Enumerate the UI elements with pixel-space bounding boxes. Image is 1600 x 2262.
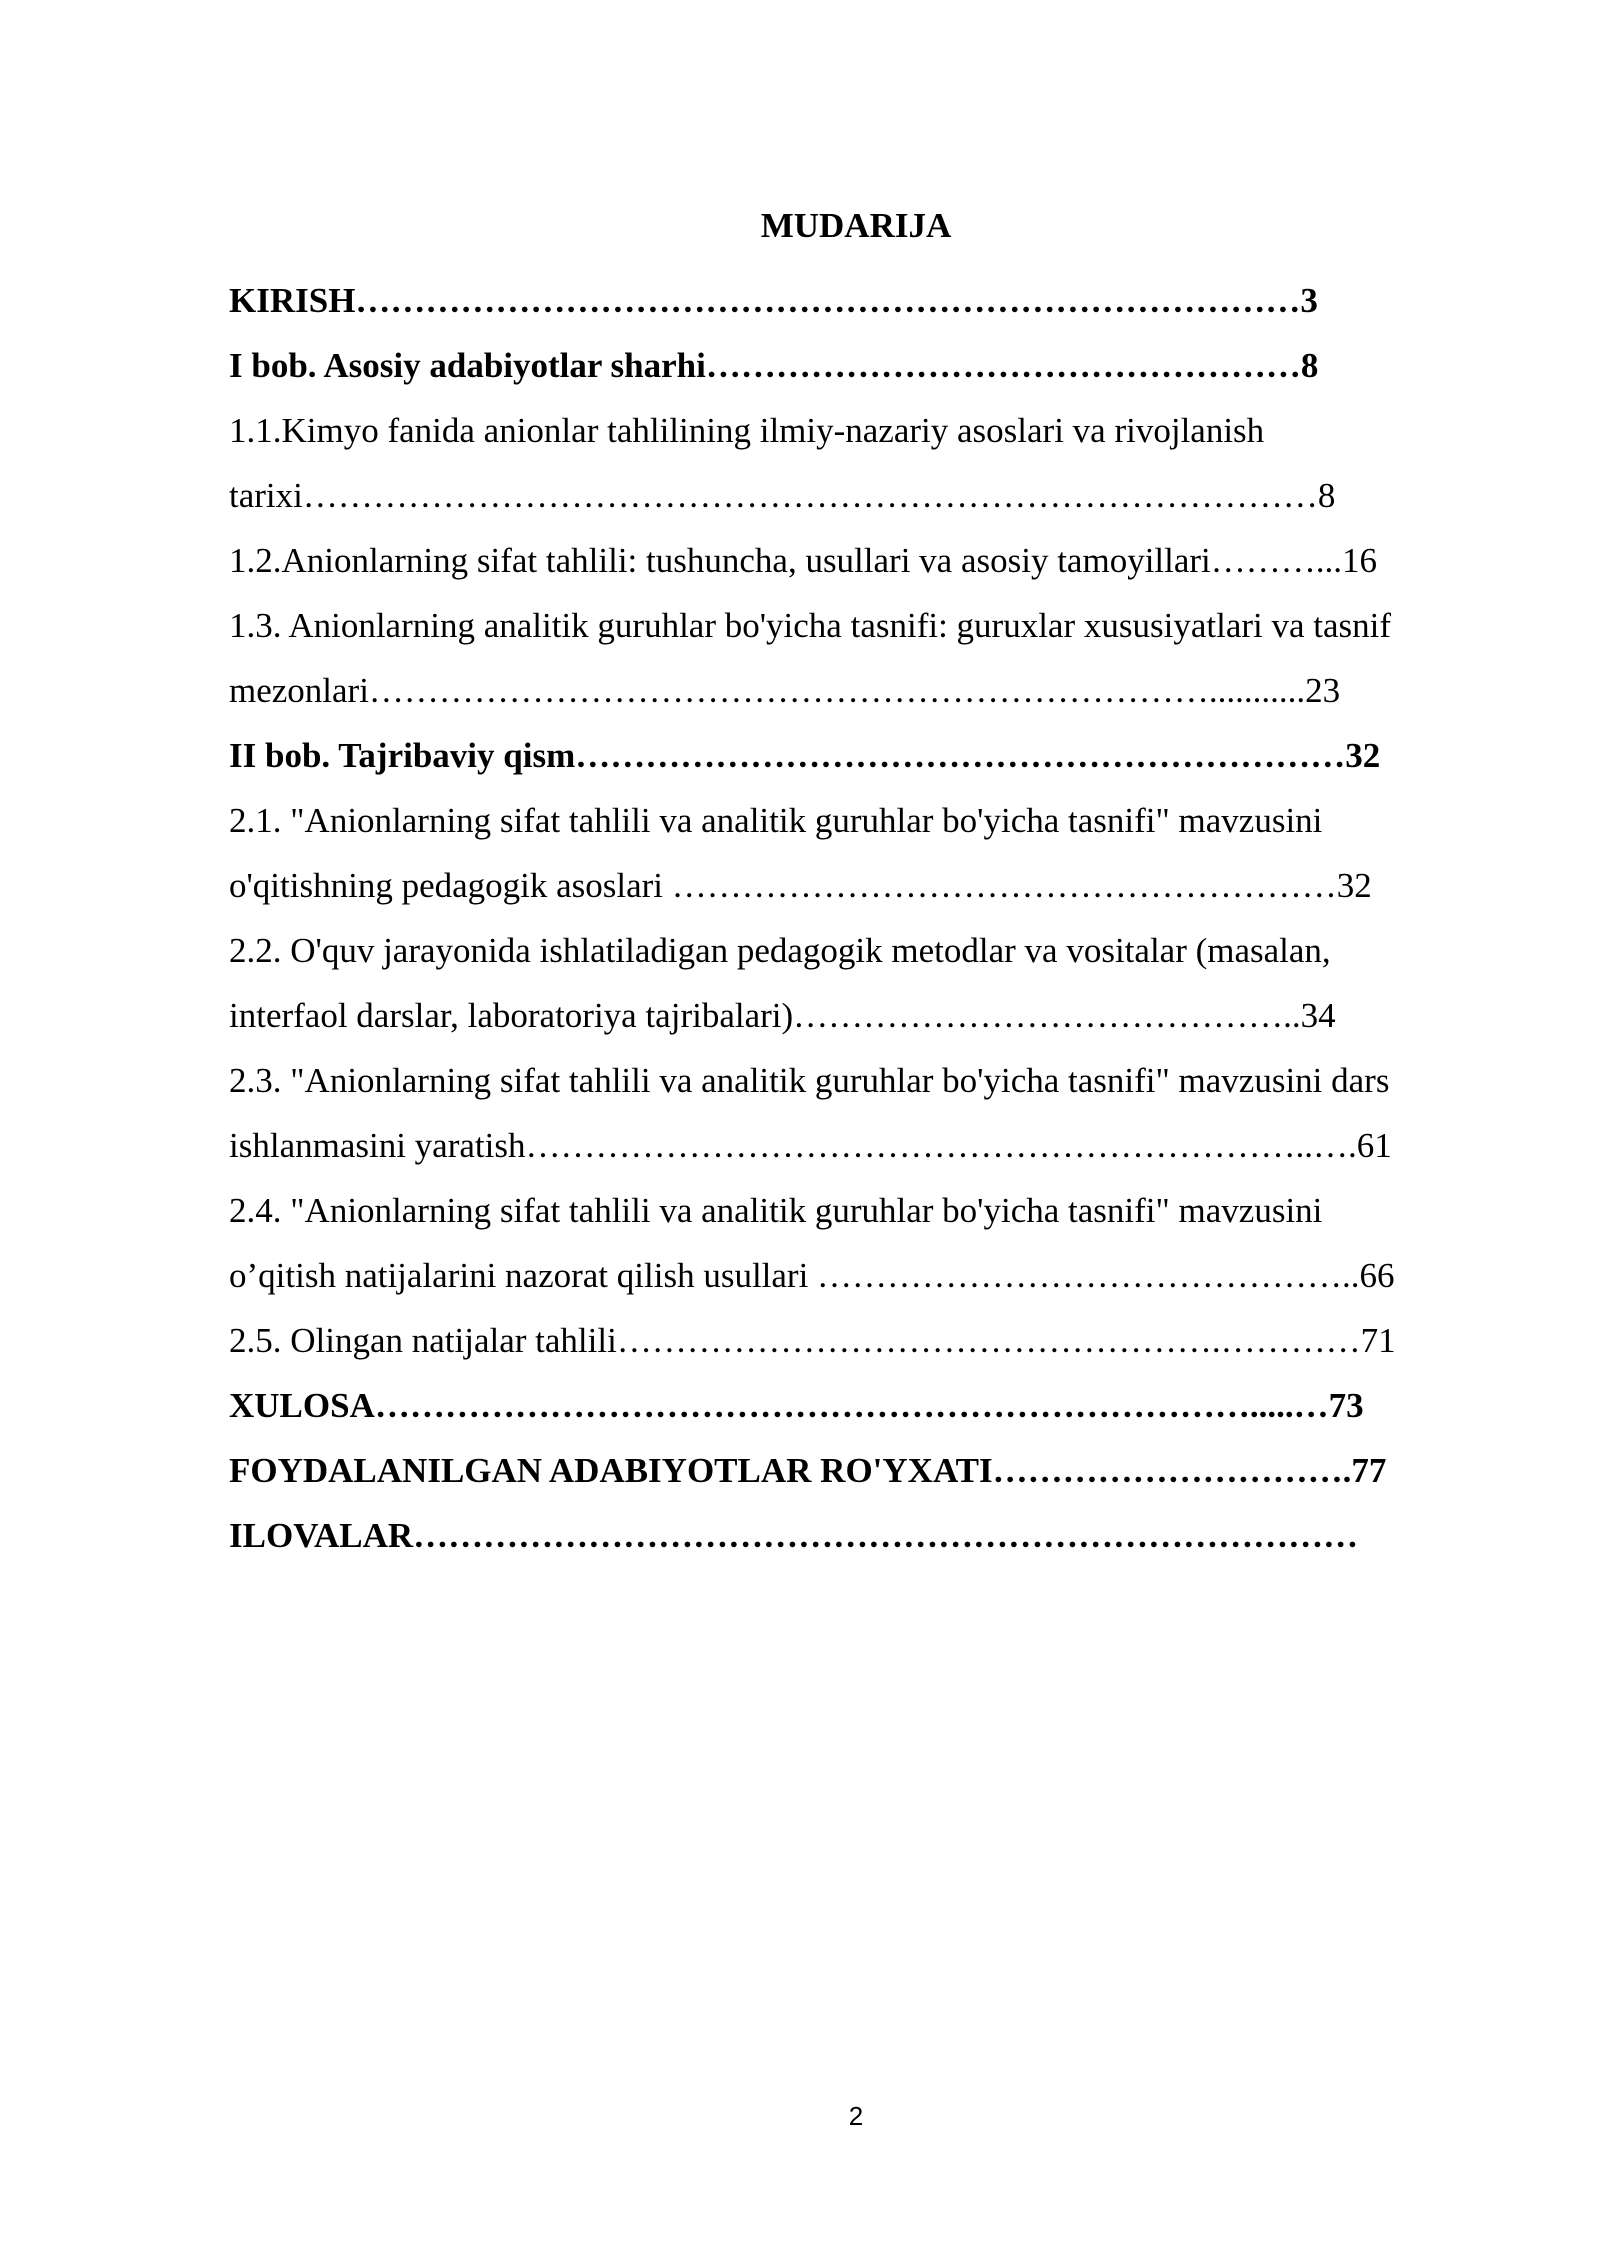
toc-line-2-1: 2.1. "Anionlarning sifat tahlili va analitik guruhlar bo'yicha tasnifi" mavzusini [229, 801, 1323, 840]
toc-line-1-1-cont: tarixi……………………………………………………………………………8 [229, 476, 1336, 515]
toc-line-2-3: 2.3. "Anionlarning sifat tahlili va analitik guruhlar bo'yicha tasnifi" mavzusini dars [229, 1061, 1390, 1100]
toc-line-2-3-cont: ishlanmasini yaratish…………………………………………………………..….61 [229, 1126, 1392, 1165]
page-number: 2 [848, 2101, 864, 2131]
toc-line-chapter-1: I bob. Asosiy adabiyotlar sharhi……………………………………………8 [229, 346, 1319, 385]
toc-line-xulosa: XULOSA………………………………………………………………….....…73 [229, 1386, 1364, 1425]
toc-line-kirish: KIRISH………………………………………………………………………3 [229, 281, 1318, 320]
table-of-contents [229, 268, 1509, 1568]
toc-line-2-2: 2.2. O'quv jarayonida ishlatiladigan pedagogik metodlar va vositalar (masalan, [229, 931, 1331, 970]
toc-line-1-2: 1.2.Anionlarning sifat tahlili: tushuncha, usullari va asosiy tamoyillari………...16 [229, 541, 1378, 580]
toc-title: MUDARIJA [760, 206, 952, 245]
toc-line-1-1: 1.1.Kimyo fanida anionlar tahlilining ilmiy-nazariy asoslari va rivojlanish [229, 411, 1265, 450]
toc-line-1-3-cont: mezonlari………………………………………………………………...........23 [229, 671, 1341, 710]
toc-line-2-4-cont: o’qitish natijalarini nazorat qilish usullari ………………………………………..66 [229, 1256, 1395, 1295]
toc-line-chapter-2: II bob. Tajribaviy qism…………………………………………………………32 [229, 736, 1381, 775]
toc-line-2-5: 2.5. Olingan natijalar tahlili…………………………………………….…………71 [229, 1321, 1396, 1360]
toc-line-2-4: 2.4. "Anionlarning sifat tahlili va analitik guruhlar bo'yicha tasnifi" mavzusini [229, 1191, 1323, 1230]
toc-line-ilovalar: ILOVALAR……………………………………………………………………… [229, 1516, 1359, 1555]
toc-line-adabiyotlar: FOYDALANILGAN ADABIYOTLAR RO'YXATI………………………….77 [229, 1451, 1387, 1490]
toc-line-2-2-cont: interfaol darslar, laboratoriya tajribalari)……………………………………..34 [229, 996, 1336, 1035]
toc-line-1-3: 1.3. Anionlarning analitik guruhlar bo'yicha tasnifi: guruxlar xususiyatlari va tasnif [229, 606, 1392, 645]
toc-line-2-1-cont: o'qitishning pedagogik asoslari …………………………………………………32 [229, 866, 1372, 905]
